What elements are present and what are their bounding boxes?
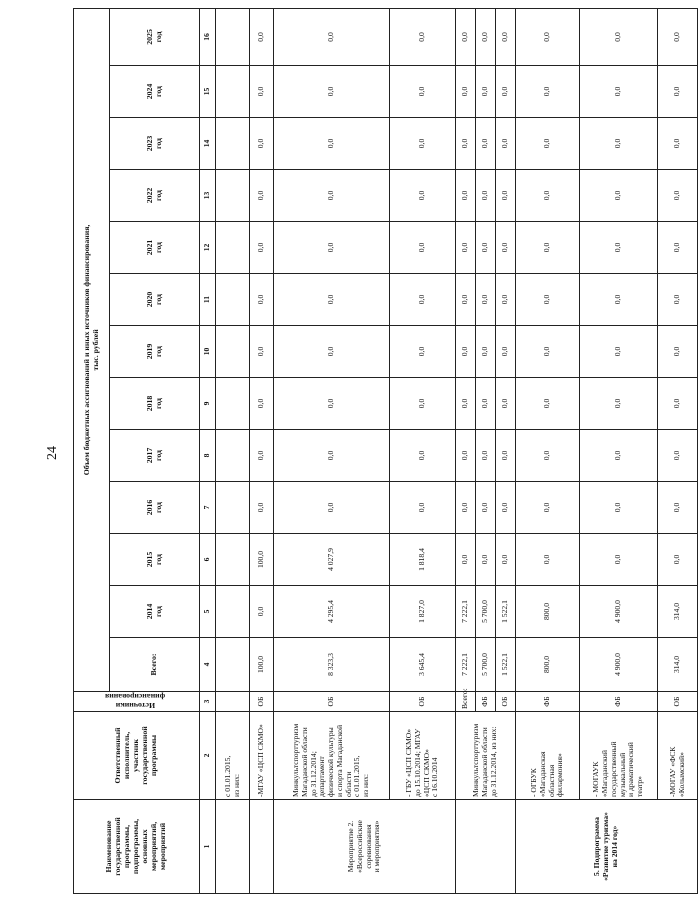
- value-cell: 0,0: [516, 274, 580, 326]
- value-cell: 0,0: [476, 430, 496, 482]
- header-financing-group: Объем бюджетных ассигнований и иных источников финансирования, тыс. рублей: [74, 8, 110, 691]
- subprogram-5-name: 5. Подпрограмма «Развитие туризма» на 2014 год»: [516, 800, 698, 894]
- value-cell: 0,0: [274, 430, 390, 482]
- value-cell: 0,0: [274, 222, 390, 274]
- source-cell: ОБ: [274, 692, 390, 712]
- value-cell: 100,0: [250, 534, 274, 586]
- value-cell: 0,0: [516, 482, 580, 534]
- value-cell: 0,0: [250, 326, 274, 378]
- value-cell: 0,0: [456, 118, 476, 170]
- value-cell: [216, 586, 250, 638]
- header-year: 2025 год: [110, 8, 200, 65]
- financing-table: [73, 8, 698, 894]
- table-row: [216, 8, 250, 893]
- value-cell: 0,0: [580, 482, 658, 534]
- document-sheet: [73, 9, 686, 894]
- name-cell-empty: [216, 800, 250, 894]
- value-cell: 0,0: [496, 326, 516, 378]
- value-cell: 0,0: [390, 170, 456, 222]
- value-cell: 0,0: [658, 170, 698, 222]
- value-cell: 0,0: [580, 66, 658, 118]
- value-cell: 0,0: [658, 66, 698, 118]
- value-cell: 4 027,9: [274, 534, 390, 586]
- value-cell: 0,0: [390, 378, 456, 430]
- value-cell: 0,0: [250, 586, 274, 638]
- value-cell: 7 222,1: [456, 586, 476, 638]
- value-cell: 0,0: [496, 66, 516, 118]
- executor-cell: - МОГАУК «Магаданский государственный музыкальный и драматический театр»: [580, 712, 658, 800]
- value-cell: 0,0: [274, 378, 390, 430]
- total-cell: 5 700,0: [476, 638, 496, 692]
- value-cell: 0,0: [476, 118, 496, 170]
- value-cell: 0,0: [250, 170, 274, 222]
- header-year: 2023 год: [110, 118, 200, 170]
- column-number: 7: [200, 482, 216, 534]
- event-2-name: Мероприятие 2. «Всероссийские соревнования и мероприятия»: [274, 800, 456, 894]
- value-cell: [216, 534, 250, 586]
- header-year: 2016 год: [110, 482, 200, 534]
- value-cell: 1 818,4: [390, 534, 456, 586]
- value-cell: 0,0: [516, 8, 580, 65]
- source-cell: ОБ: [658, 692, 698, 712]
- value-cell: 0,0: [658, 274, 698, 326]
- value-cell: [216, 118, 250, 170]
- value-cell: 0,0: [456, 326, 476, 378]
- header-name: Наименование государственной программы, подпрограммы, основных мероприятий, мероприятий: [74, 800, 200, 894]
- executor-cell: Минкультспорттуризм Магаданской области до 31.12.2014; департамент физической культуры и спорта Магаданской области с 01.01.2015, из них:: [274, 712, 390, 800]
- header-year: 2015 год: [110, 534, 200, 586]
- value-cell: 0,0: [250, 430, 274, 482]
- executor-cell: -МОГАУ «ФСК «Колымский»: [658, 712, 698, 800]
- value-cell: 0,0: [476, 534, 496, 586]
- value-cell: 0,0: [658, 378, 698, 430]
- total-cell: 800,0: [516, 638, 580, 692]
- value-cell: 0,0: [476, 326, 496, 378]
- value-cell: [216, 222, 250, 274]
- table-row: [250, 8, 274, 893]
- value-cell: 0,0: [274, 482, 390, 534]
- value-cell: 0,0: [476, 66, 496, 118]
- value-cell: 0,0: [580, 274, 658, 326]
- header-year: 2020 год: [110, 274, 200, 326]
- table-row: [390, 8, 456, 893]
- column-number: 14: [200, 118, 216, 170]
- value-cell: 0,0: [580, 118, 658, 170]
- value-cell: 0,0: [390, 8, 456, 65]
- value-cell: 0,0: [390, 430, 456, 482]
- column-number: 6: [200, 534, 216, 586]
- executor-cell: -МГАУ «ЦСП СКМО»: [250, 712, 274, 800]
- total-cell: 8 323,3: [274, 638, 390, 692]
- header-total: Всего:: [110, 638, 200, 692]
- value-cell: 0,0: [516, 326, 580, 378]
- page-number: 24: [45, 446, 60, 460]
- value-cell: [216, 8, 250, 65]
- value-cell: 4 900,0: [580, 586, 658, 638]
- column-numbers-row: [200, 8, 216, 893]
- value-cell: 0,0: [496, 170, 516, 222]
- value-cell: 0,0: [476, 378, 496, 430]
- source-cell: ОБ: [250, 692, 274, 712]
- value-cell: 0,0: [274, 66, 390, 118]
- header-year: 2017 год: [110, 430, 200, 482]
- value-cell: 5 700,0: [476, 586, 496, 638]
- value-cell: 314,0: [658, 586, 698, 638]
- column-number: 4: [200, 638, 216, 692]
- value-cell: 0,0: [390, 118, 456, 170]
- header-year: 2022 год: [110, 170, 200, 222]
- total-cell: 314,0: [658, 638, 698, 692]
- column-number: 16: [200, 8, 216, 65]
- value-cell: 0,0: [496, 534, 516, 586]
- source-cell: ОБ: [496, 692, 516, 712]
- source-cell: [216, 692, 250, 712]
- value-cell: 0,0: [476, 482, 496, 534]
- table-row: [274, 8, 390, 893]
- value-cell: [216, 378, 250, 430]
- name-cell-empty: [250, 800, 274, 894]
- value-cell: [216, 274, 250, 326]
- value-cell: 0,0: [250, 8, 274, 65]
- header-year: 2019 год: [110, 326, 200, 378]
- value-cell: [216, 170, 250, 222]
- value-cell: 0,0: [516, 378, 580, 430]
- rotated-table-frame: [73, 9, 686, 894]
- value-cell: 0,0: [250, 274, 274, 326]
- value-cell: 800,0: [516, 586, 580, 638]
- table-row: [658, 8, 698, 893]
- source-cell: ФБ: [476, 692, 496, 712]
- value-cell: 0,0: [496, 8, 516, 65]
- value-cell: 4 295,4: [274, 586, 390, 638]
- value-cell: 0,0: [658, 534, 698, 586]
- column-number: 13: [200, 170, 216, 222]
- value-cell: 0,0: [658, 222, 698, 274]
- column-number: 12: [200, 222, 216, 274]
- column-number: 11: [200, 274, 216, 326]
- value-cell: 0,0: [580, 430, 658, 482]
- value-cell: 0,0: [456, 534, 476, 586]
- column-number: 15: [200, 66, 216, 118]
- column-number: 10: [200, 326, 216, 378]
- value-cell: 0,0: [516, 430, 580, 482]
- value-cell: [216, 66, 250, 118]
- value-cell: 0,0: [516, 170, 580, 222]
- executor-cell: с 01.01.2015, из них:: [216, 712, 250, 800]
- value-cell: 0,0: [390, 222, 456, 274]
- value-cell: 0,0: [476, 222, 496, 274]
- value-cell: 0,0: [250, 378, 274, 430]
- source-cell: ОБ: [390, 692, 456, 712]
- total-cell: [216, 638, 250, 692]
- value-cell: 0,0: [580, 534, 658, 586]
- value-cell: 0,0: [476, 8, 496, 65]
- value-cell: 0,0: [456, 430, 476, 482]
- value-cell: 0,0: [456, 8, 476, 65]
- value-cell: 0,0: [580, 378, 658, 430]
- header-year: 2021 год: [110, 222, 200, 274]
- value-cell: 0,0: [250, 222, 274, 274]
- value-cell: 0,0: [274, 326, 390, 378]
- value-cell: 0,0: [456, 378, 476, 430]
- table-row: [456, 8, 476, 893]
- value-cell: 1 522,1: [496, 586, 516, 638]
- header-year: 2014 год: [110, 586, 200, 638]
- column-number: 1: [200, 800, 216, 894]
- value-cell: 1 827,0: [390, 586, 456, 638]
- value-cell: 0,0: [456, 482, 476, 534]
- value-cell: 0,0: [580, 222, 658, 274]
- executor-cell: Минкультспорттуризм Магаданской области до 31.12.2014, из них:: [456, 712, 516, 800]
- value-cell: [216, 482, 250, 534]
- value-cell: 0,0: [516, 66, 580, 118]
- value-cell: 0,0: [580, 326, 658, 378]
- value-cell: 0,0: [250, 118, 274, 170]
- header-year: 2018 год: [110, 378, 200, 430]
- source-cell: ФБ: [516, 692, 580, 712]
- value-cell: 0,0: [390, 326, 456, 378]
- value-cell: 0,0: [476, 170, 496, 222]
- total-cell: 7 222,1: [456, 638, 476, 692]
- value-cell: 0,0: [274, 170, 390, 222]
- value-cell: 0,0: [476, 274, 496, 326]
- value-cell: 0,0: [274, 8, 390, 65]
- value-cell: 0,0: [658, 326, 698, 378]
- value-cell: 0,0: [658, 430, 698, 482]
- value-cell: 0,0: [580, 170, 658, 222]
- header-year: 2024 год: [110, 66, 200, 118]
- table-row: [516, 8, 580, 893]
- column-number: 3: [200, 692, 216, 712]
- value-cell: 0,0: [658, 118, 698, 170]
- value-cell: 0,0: [658, 482, 698, 534]
- column-number: 2: [200, 712, 216, 800]
- table-row: [580, 8, 658, 893]
- value-cell: 0,0: [496, 430, 516, 482]
- column-number: 5: [200, 586, 216, 638]
- value-cell: 0,0: [496, 274, 516, 326]
- name-cell-empty: [456, 800, 516, 894]
- value-cell: [216, 430, 250, 482]
- value-cell: 0,0: [390, 274, 456, 326]
- value-cell: 0,0: [456, 66, 476, 118]
- executor-cell: - ОГБУК «Магаданская областная филармония»: [516, 712, 580, 800]
- executor-cell: - ГБУ «ЦСП СКМО» до 15.10.2014; МГАУ «ЦСП СКМО» с 16.10.2014: [390, 712, 456, 800]
- value-cell: 0,0: [496, 118, 516, 170]
- value-cell: 0,0: [274, 118, 390, 170]
- table-body: [74, 8, 698, 893]
- value-cell: 0,0: [274, 274, 390, 326]
- source-cell: ФБ: [580, 692, 658, 712]
- value-cell: 0,0: [516, 118, 580, 170]
- value-cell: 0,0: [580, 8, 658, 65]
- value-cell: 0,0: [658, 8, 698, 65]
- value-cell: 0,0: [250, 66, 274, 118]
- value-cell: [216, 326, 250, 378]
- value-cell: 0,0: [496, 378, 516, 430]
- value-cell: 0,0: [496, 482, 516, 534]
- column-number: 8: [200, 430, 216, 482]
- value-cell: 0,0: [390, 482, 456, 534]
- total-cell: 100,0: [250, 638, 274, 692]
- value-cell: 0,0: [456, 274, 476, 326]
- header-executor: Ответственный исполнитель, участник государственной программы: [74, 712, 200, 800]
- value-cell: 0,0: [496, 222, 516, 274]
- value-cell: 0,0: [456, 170, 476, 222]
- total-cell: 4 900,0: [580, 638, 658, 692]
- value-cell: 0,0: [250, 482, 274, 534]
- value-cell: 0,0: [516, 534, 580, 586]
- source-cell: Всего:: [456, 692, 476, 712]
- value-cell: 0,0: [390, 66, 456, 118]
- column-number: 9: [200, 378, 216, 430]
- total-cell: 1 522,1: [496, 638, 516, 692]
- value-cell: 0,0: [456, 222, 476, 274]
- value-cell: 0,0: [516, 222, 580, 274]
- header-source: Источники финансирования: [74, 692, 200, 712]
- total-cell: 3 645,4: [390, 638, 456, 692]
